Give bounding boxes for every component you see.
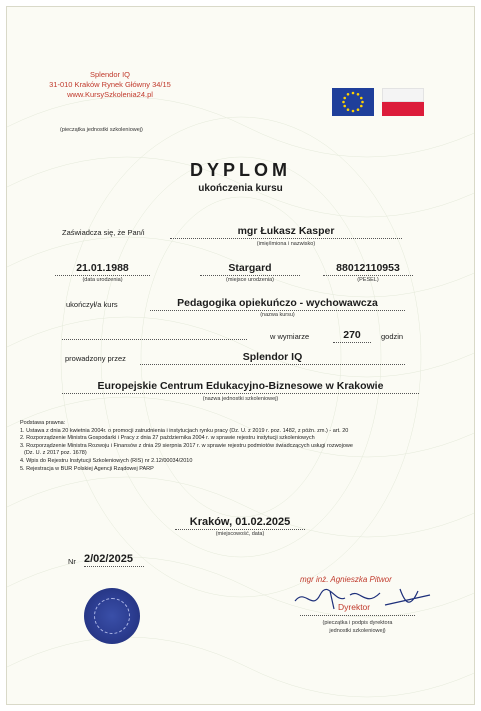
legal-item: 3. Rozporządzenie Ministra Rozwoju i Finansów z dnia 29 sierpnia 2017 r. w sprawie rejestru podmiotów świadczących usługi rozwojowe [20,442,353,449]
pl-flag-icon [382,88,424,102]
course-hours: 270 [343,329,361,341]
issuer-address: 31-010 Kraków Rynek Główny 34/15 [49,80,171,89]
diploma-number-line [84,566,144,567]
certifies-label: Zaświadcza się, że Pan/i [62,228,145,237]
pesel-line [323,275,413,276]
birth-place-caption: (miejsce urodzenia) [226,277,274,283]
place-date-line [175,529,305,530]
number-label: Nr [68,557,76,566]
director-title: Dyrektor [338,602,371,612]
person-name: mgr Łukasz Kasper [237,225,335,237]
director-caption-1: (pieczątka i podpis dyrektora [322,620,393,626]
birth-place-line [200,275,300,276]
conducted-label: prowadzony przez [65,354,126,363]
pesel: 88012110953 [336,262,400,274]
legal-item: (Dz. U. z 2017 poz. 1678) [24,450,87,457]
legal-item: 5. Rejestracja w BUR Polskiej Agencji Rządowej PARP [20,465,154,472]
seal-inner-ring [94,598,130,634]
pl-flag-red-stripe [382,102,424,116]
diploma-subtitle: ukończenia kursu [198,183,283,194]
training-unit-caption: (nazwa jednostki szkoleniowej) [202,396,279,402]
person-name-caption: (imię/imiona i nazwisko) [256,241,316,247]
person-name-line [170,238,402,239]
eu-flag-icon [332,88,374,116]
birth-date-caption: (data urodzenia) [82,277,123,283]
training-unit: Europejskie Centrum Edukacyjno-Biznesowe w Krakowie [97,380,384,392]
conducted-by-line [140,364,405,365]
legal-heading: Podstawa prawna: [20,420,66,426]
director-signature-line [300,615,415,616]
legal-item: 2. Rozporządzenie Ministra Gospodarki i Pracy z dnia 27 października 2004 r. w sprawie rejestru instytucji szkoleniowych [20,435,315,442]
course-completed-label: ukończył/a kurs [66,300,118,309]
birth-date: 21.01.1988 [76,262,129,274]
course-name-line [150,310,405,311]
course-hours-line [333,342,371,343]
legal-item: 4. Wpis do Rejestru Instytucji Szkoleniowych (RIS) nr 2.12/00034/2010 [20,457,193,464]
director-caption-2: jednostki szkoleniowej) [329,628,386,634]
issuer-website: www.KursySzkolenia24.pl [67,90,153,99]
course-name: Pedagogika opiekuńczo - wychowawcza [177,297,378,309]
flags [332,88,424,116]
issuer-stamp-note: (pieczątka jednostki szkoleniowej) [60,127,143,133]
birth-date-line [55,275,150,276]
place-date-caption: (miejscowość, data) [215,531,265,537]
legal-basis [20,420,460,473]
diploma-title: DYPLOM [189,160,291,180]
hours-suffix: godzin [381,332,404,341]
diploma-number: 2/02/2025 [84,553,133,565]
issuer-block [25,70,195,100]
issuer-name: Splendor IQ [89,70,131,79]
pesel-caption: (PESEL) [357,277,379,283]
hours-prefix: w wymiarze [270,332,310,341]
birth-place: Stargard [228,262,272,274]
conducted-by: Splendor IQ [242,351,303,363]
course-name-caption: (nazwa kursu) [260,312,295,318]
seal-icon [84,588,140,644]
place-date: Kraków, 01.02.2025 [189,516,291,528]
course-extra-line [62,339,247,340]
director-stamp-name: mgr inż. Agnieszka Pitwor [300,575,392,584]
legal-item: 1. Ustawa z dnia 20 kwietnia 2004r. o promocji zatrudnienia i instytucjach rynku pracy (Dz. U. z 2019 r. poz. 1482, z późn. zm.) - art. 20 [20,427,349,434]
training-unit-line [62,393,419,394]
